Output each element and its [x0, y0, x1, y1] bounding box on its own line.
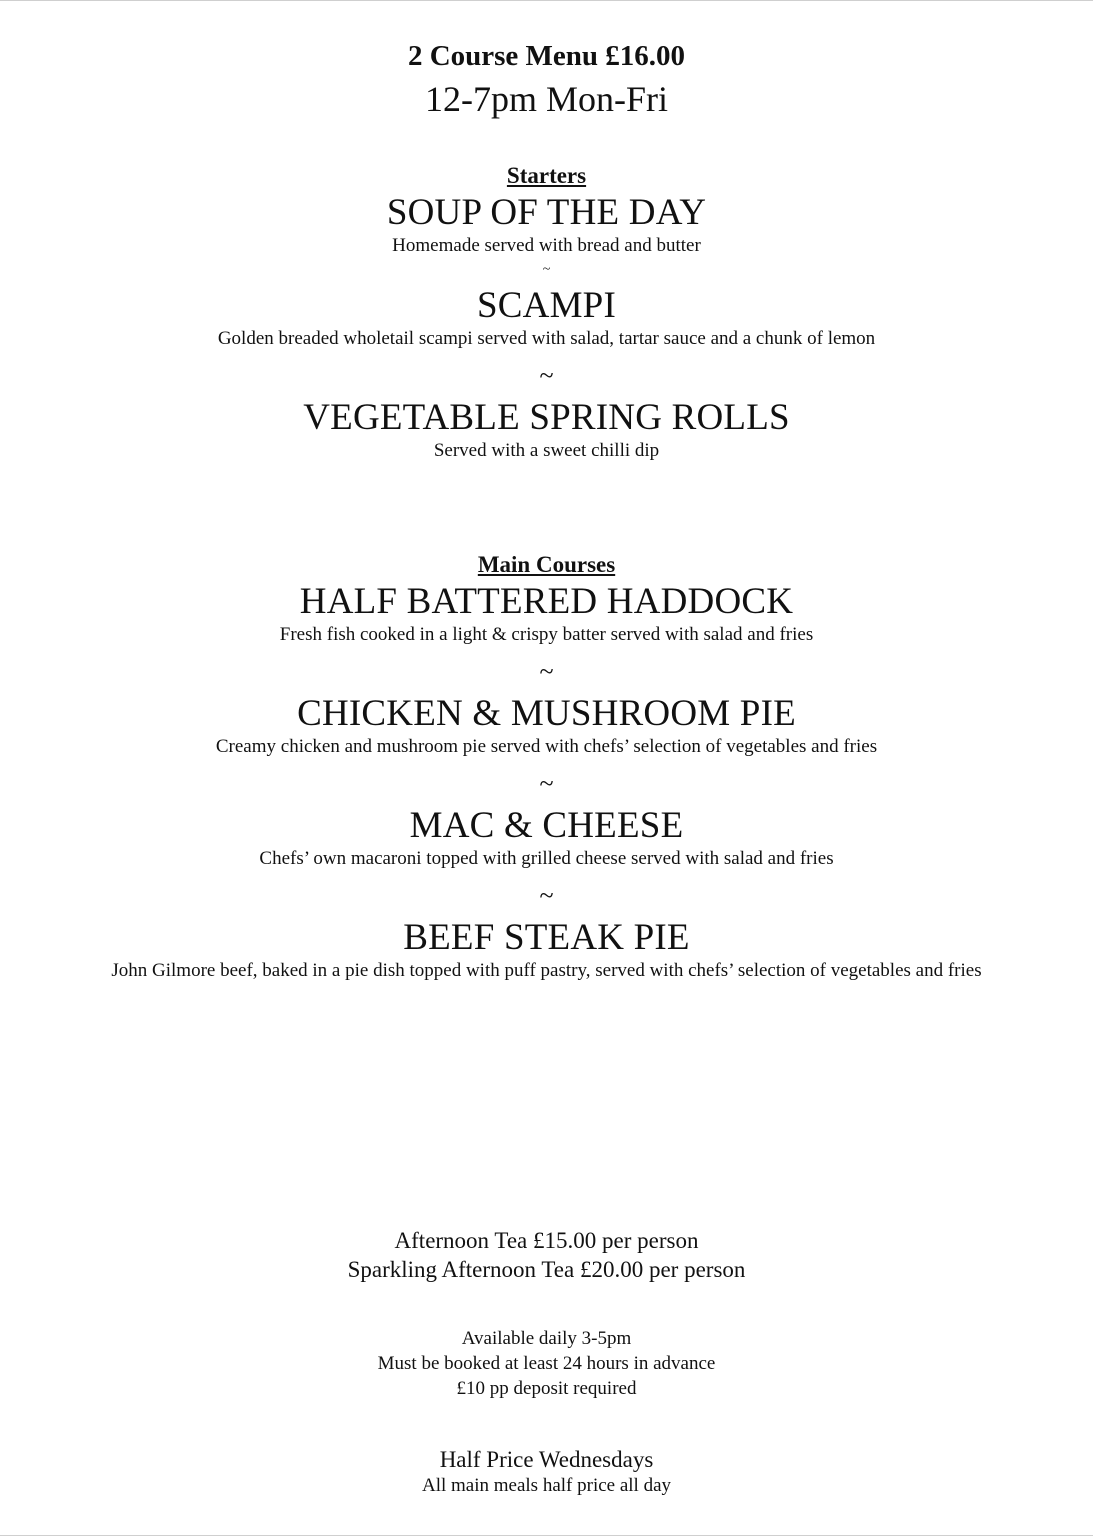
starter-desc-soup: Homemade served with bread and butter	[392, 235, 701, 256]
main-desc-beef-pie: John Gilmore beef, baked in a pie dish topped with puff pastry, served with chefs’ selection of vegetables and fries	[111, 960, 982, 981]
afternoon-tea-price: Afternoon Tea £15.00 per person	[394, 1228, 699, 1253]
separator-tilde: ~	[539, 361, 554, 390]
menu-hours: 12-7pm Mon-Fri	[425, 79, 668, 119]
starters-heading: Starters	[506, 163, 587, 188]
main-desc-chicken-pie: Creamy chicken and mushroom pie served with chefs’ selection of vegetables and fries	[215, 736, 878, 757]
sparkling-afternoon-tea-price: Sparkling Afternoon Tea £20.00 per person	[347, 1257, 746, 1282]
mains-heading: Main Courses	[477, 552, 616, 577]
separator-tilde: ~	[542, 262, 551, 277]
separator-tilde: ~	[539, 657, 554, 686]
main-name-haddock: HALF BATTERED HADDOCK	[299, 581, 794, 622]
afternoon-tea-availability: Available daily 3-5pm	[461, 1328, 632, 1349]
starter-desc-scampi: Golden breaded wholetail scampi served with salad, tartar sauce and a chunk of lemon	[217, 328, 876, 349]
main-desc-mac-cheese: Chefs’ own macaroni topped with grilled cheese served with salad and fries	[259, 848, 834, 869]
starter-desc-spring-rolls: Served with a sweet chilli dip	[433, 440, 660, 461]
main-name-beef-pie: BEEF STEAK PIE	[403, 917, 690, 958]
wednesday-offer-detail: All main meals half price all day	[421, 1475, 672, 1496]
menu-title: 2 Course Menu £16.00	[407, 40, 686, 72]
separator-tilde: ~	[539, 769, 554, 798]
afternoon-tea-booking-note: Must be booked at least 24 hours in advance	[377, 1353, 716, 1374]
wednesday-offer-title: Half Price Wednesdays	[439, 1447, 654, 1472]
starter-name-scampi: SCAMPI	[477, 285, 616, 326]
afternoon-tea-deposit-note: £10 pp deposit required	[456, 1378, 637, 1399]
main-desc-haddock: Fresh fish cooked in a light & crispy batter served with salad and fries	[279, 624, 814, 645]
starter-name-spring-rolls: VEGETABLE SPRING ROLLS	[303, 397, 790, 438]
starter-name-soup: SOUP OF THE DAY	[386, 192, 707, 233]
separator-tilde: ~	[539, 881, 554, 910]
main-name-mac-cheese: MAC & CHEESE	[409, 805, 684, 846]
main-name-chicken-pie: CHICKEN & MUSHROOM PIE	[297, 693, 796, 734]
